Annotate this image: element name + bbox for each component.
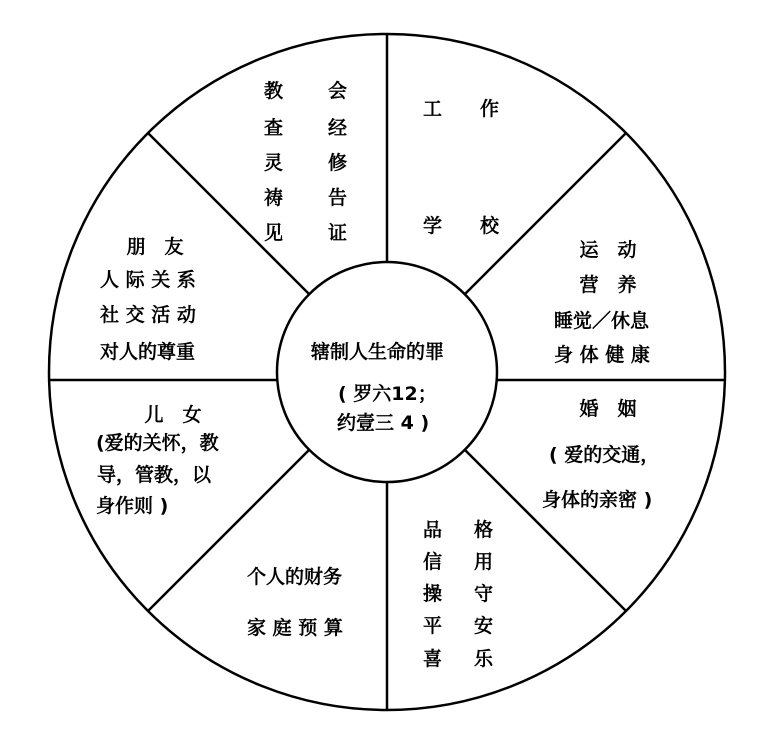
character-col2-3: 守 (474, 583, 494, 605)
character-col2-1: 格 (474, 519, 494, 541)
center-reference-2: 约壹三 4 ) (337, 412, 430, 434)
character-col2-4: 安 (474, 615, 494, 637)
friends-line-4: 对人的尊重 (100, 341, 196, 363)
friends-line-2: 人 际 关 系 (100, 269, 196, 291)
children-line-4: 身作则 ) (96, 495, 169, 517)
character-col1-5: 喜 (423, 648, 443, 670)
inner-circle (277, 262, 497, 482)
marriage-line-2: ( 爱的交通， (549, 444, 660, 466)
center-reference-1: ( 罗六12； (338, 383, 437, 405)
health-line-1: 运 动 (579, 239, 637, 261)
church-col1-3: 灵 (264, 152, 284, 174)
children-line-2: (爱的关怀，教 (96, 432, 219, 454)
church-col1-4: 祷 (264, 187, 284, 209)
character-col2-2: 用 (474, 551, 494, 573)
marriage-line-1: 婚 姻 (579, 398, 637, 420)
divider-top-right (465, 133, 626, 294)
friends-line-3: 社 交 活 动 (100, 304, 196, 326)
character-col1-4: 平 (423, 615, 443, 637)
marriage-line-3: 身体的亲密 ) (542, 489, 653, 511)
work-line-2: 学 校 (423, 215, 500, 237)
work-line-1: 工 作 (423, 98, 500, 120)
finance-line-1: 个人的财务 (247, 566, 343, 588)
children-line-1: 儿 女 (144, 404, 202, 426)
center-title: 辖制人生命的罪 (311, 341, 445, 363)
church-col2-5: 证 (328, 222, 348, 244)
health-line-3: 睡觉／休息 (554, 310, 650, 332)
church-col1-5: 见 (264, 222, 284, 244)
church-col1-2: 查 (264, 117, 284, 139)
character-col2-5: 乐 (474, 648, 494, 670)
health-line-4: 身 体 健 康 (554, 344, 650, 366)
church-col2-1: 会 (328, 80, 348, 102)
church-col1-1: 教 (264, 80, 284, 102)
children-line-3: 导，管教，以 (97, 464, 212, 486)
friends-line-1: 朋 友 (126, 236, 184, 258)
church-col2-4: 告 (328, 187, 348, 209)
health-line-2: 营 养 (579, 274, 637, 296)
character-col1-1: 品 (423, 519, 443, 541)
church-col2-2: 经 (328, 117, 348, 139)
finance-line-2: 家 庭 预 算 (247, 617, 343, 639)
character-col1-3: 操 (423, 583, 443, 605)
church-col2-3: 修 (328, 152, 348, 174)
character-col1-2: 信 (423, 551, 443, 573)
